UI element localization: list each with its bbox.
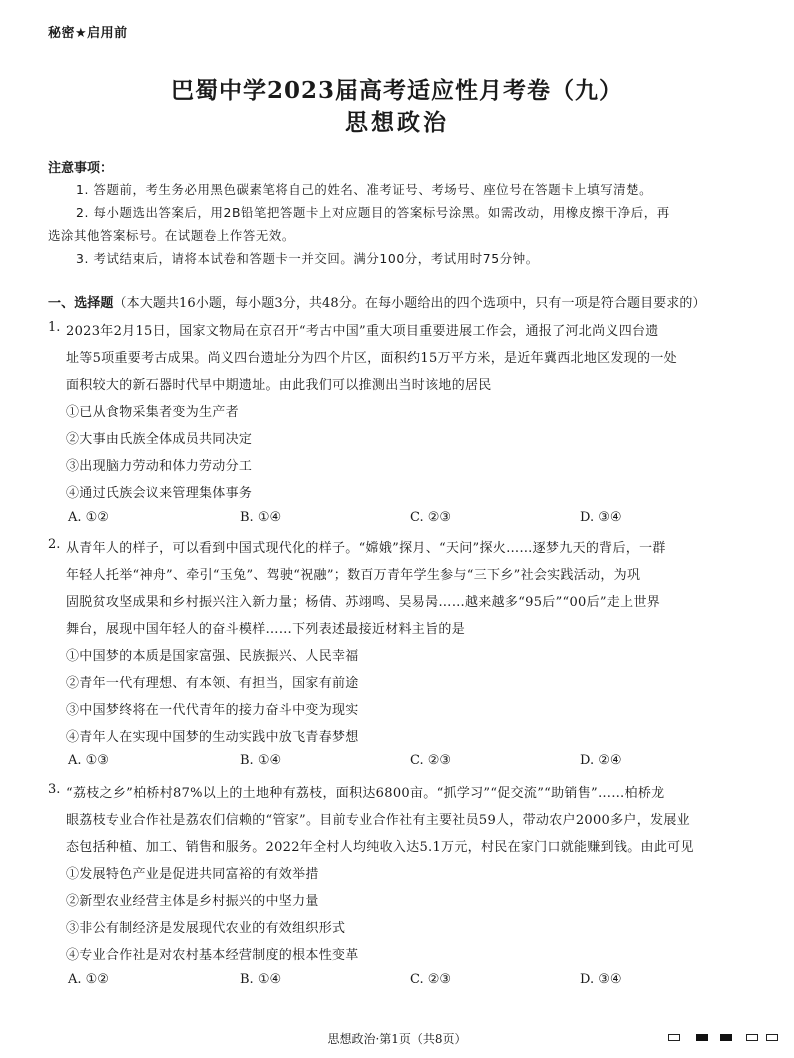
question-number: 2. xyxy=(48,537,61,552)
question-stem-line: 年轻人托举“神舟”、牵引“玉兔”、驾驶“祝融”；数百万青年学生参与“三下乡”社会实践活动，为巩 xyxy=(66,568,641,583)
option-c: C. ②③ xyxy=(410,510,452,525)
question-number: 1. xyxy=(48,320,61,335)
option-b: B. ①④ xyxy=(240,510,282,525)
option-a: A. ①③ xyxy=(68,753,109,768)
question-stem-line: 固脱贫攻坚成果和乡村振兴注入新力量；杨倩、苏翊鸣、吴易昺……越来越多“95后”“00后”走上世界 xyxy=(66,595,661,610)
subject-title: 思想政治 xyxy=(345,109,449,136)
question-stem-line: 态包括种植、加工、销售和服务。2022年全村人均纯收入达5.1万元，村民在家门口就能赚到钱。由此可见 xyxy=(66,840,694,855)
statement-item: ②青年一代有理想、有本领、有担当，国家有前途 xyxy=(66,676,359,691)
question-stem-line: 眼荔枝专业合作社是荔农们信赖的“管家”。目前专业合作社有主要社员59人，带动农户2000多户，发展业 xyxy=(66,813,690,828)
note-item: 3. 考试结束后，请将本试卷和答题卡一并交回。满分100分，考试用时75分钟。 xyxy=(76,251,539,266)
section-heading xyxy=(48,292,768,311)
question-stem-line: 舞台，展现中国年轻人的奋斗模样……下列表述最接近材料主旨的是 xyxy=(66,622,466,637)
statement-item: ①中国梦的本质是国家富强、民族振兴、人民幸福 xyxy=(66,649,359,664)
note-item: 1. 答题前，考生务必用黑色碳素笔将自己的姓名、准考证号、考场号、座位号在答题卡上填写清楚。 xyxy=(76,182,653,197)
notes-heading: 注意事项： xyxy=(48,161,114,176)
statement-item: ③出现脑力劳动和体力劳动分工 xyxy=(66,459,253,474)
option-b: B. ①④ xyxy=(240,972,282,987)
question-number: 3. xyxy=(48,782,61,797)
question-stem-line: 址等5项重要考古成果。尚义四台遗址分为四个片区，面积约15万平方米，是近年冀西北地区发现的一处 xyxy=(66,351,677,366)
question-stem-line: “荔枝之乡”柏桥村87%以上的土地种有荔枝，面积达6800亩。“抓学习”“促交流”“助销售”……柏桥龙 xyxy=(66,786,665,801)
note-item: 2. 每小题选出答案后，用2B铅笔把答题卡上对应题目的答案标号涂黑。如需改动，用橡皮擦干净后，再 xyxy=(76,205,670,220)
option-b: B. ①④ xyxy=(240,753,282,768)
option-c: C. ②③ xyxy=(410,972,452,987)
note-item: 选涂其他答案标号。在试题卷上作答无效。 xyxy=(48,228,295,243)
option-a: A. ①② xyxy=(68,510,109,525)
statement-item: ②大事由氏族全体成员共同决定 xyxy=(66,432,253,447)
option-d: D. ②④ xyxy=(580,753,622,768)
statement-item: ①已从食物采集者变为生产者 xyxy=(66,405,239,420)
option-d: D. ③④ xyxy=(580,972,622,987)
statement-item: ①发展特色产业是促进共同富裕的有效举措 xyxy=(66,867,319,882)
exam-title: 巴蜀中学2023届高考适应性月考卷（九） xyxy=(170,77,623,104)
scan-mark xyxy=(720,1034,732,1041)
option-c: C. ②③ xyxy=(410,753,452,768)
statement-item: ③中国梦终将在一代代青年的接力奋斗中变为现实 xyxy=(66,703,359,718)
statement-item: ④通过氏族会议来管理集体事务 xyxy=(66,486,253,501)
section-description: （本大题共16小题，每小题3分，共48分。在每小题给出的四个选项中，只有一项是符合题目要求的） xyxy=(113,296,706,311)
question-stem-line: 2023年2月15日，国家文物局在京召开“考古中国”重大项目重要进展工作会，通报了河北尚义四台遗 xyxy=(66,324,659,339)
scan-mark xyxy=(696,1034,708,1041)
section-title: 一、选择题 xyxy=(48,296,114,311)
statement-item: ③非公有制经济是发展现代农业的有效组织形式 xyxy=(66,921,346,936)
question-stem-line: 面积较大的新石器时代早中期遗址。由此我们可以推测出当时该地的居民 xyxy=(66,378,492,393)
scan-mark xyxy=(668,1034,680,1041)
scan-mark xyxy=(766,1034,778,1041)
statement-item: ④青年人在实现中国梦的生动实践中放飞青春梦想 xyxy=(66,730,359,745)
scan-marks xyxy=(668,1034,778,1044)
confidential-label: 秘密★启用前 xyxy=(48,26,128,41)
option-d: D. ③④ xyxy=(580,510,622,525)
option-a: A. ①② xyxy=(68,972,109,987)
page-footer: 思想政治·第1页（共8页） xyxy=(327,1032,467,1046)
question-stem-line: 从青年人的样子，可以看到中国式现代化的样子。“嫦娥”探月、“天问”探火……逐梦九天的背后，一群 xyxy=(66,541,666,556)
scan-mark xyxy=(746,1034,758,1041)
statement-item: ②新型农业经营主体是乡村振兴的中坚力量 xyxy=(66,894,319,909)
statement-item: ④专业合作社是对农村基本经营制度的根本性变革 xyxy=(66,948,359,963)
